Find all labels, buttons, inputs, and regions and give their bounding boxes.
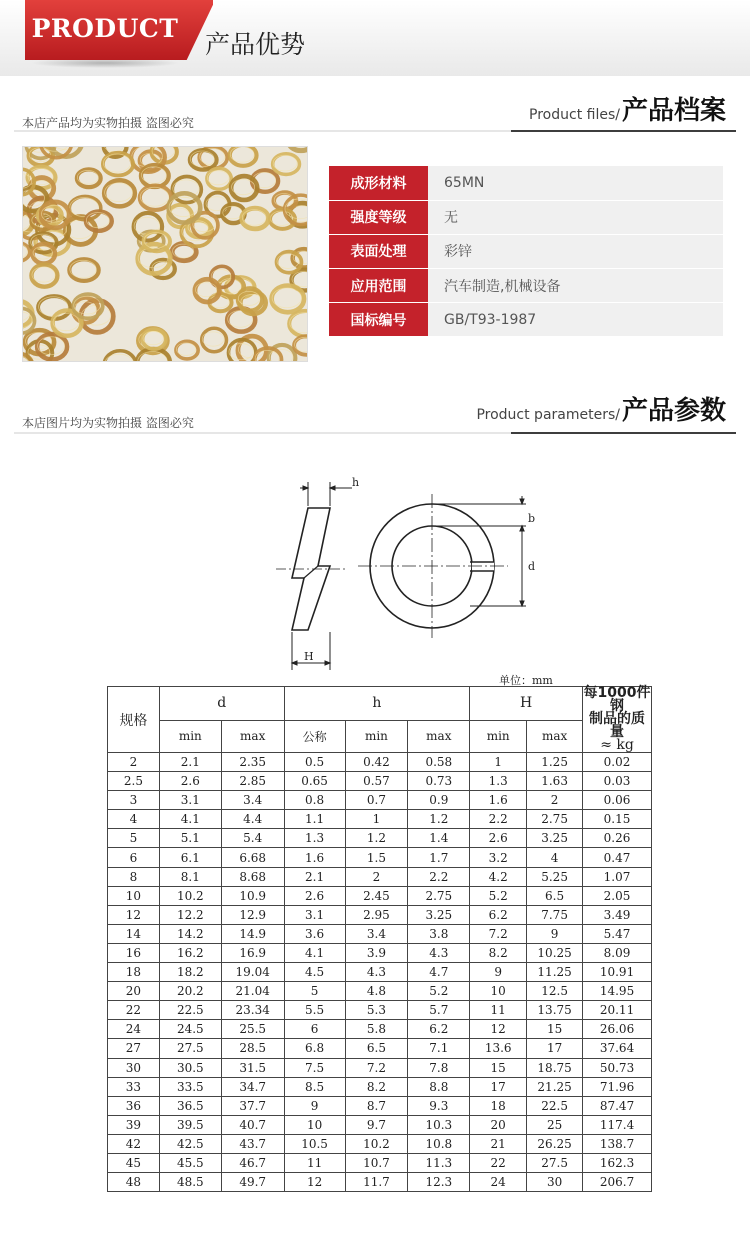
table-cell: 8.5 (284, 1077, 345, 1096)
col-h-nominal: 公称 (284, 720, 345, 752)
table-cell: 6 (108, 848, 160, 867)
table-cell: 4.3 (408, 943, 470, 962)
table-cell: 12.9 (221, 905, 284, 924)
table-cell: 0.5 (284, 753, 345, 772)
params-note: 本店图片均为实物拍摄 盗图必究 (22, 416, 194, 430)
spec-value: 65MN (428, 166, 723, 200)
table-cell: 2.2 (470, 810, 527, 829)
table-cell: 7.2 (470, 924, 527, 943)
table-cell: 4 (108, 810, 160, 829)
table-cell: 1.7 (408, 848, 470, 867)
spring-washers-image (23, 147, 308, 362)
spec-value: 无 (428, 200, 723, 234)
table-cell: 30.5 (159, 1058, 221, 1077)
table-row (108, 791, 652, 810)
table-row (108, 829, 652, 848)
table-cell: 3.4 (221, 791, 284, 810)
table-cell: 2.5 (108, 772, 160, 791)
spec-row (329, 200, 723, 234)
table-cell: 15 (527, 1020, 583, 1039)
table-cell: 20.2 (159, 982, 221, 1001)
table-cell: 20 (470, 1115, 527, 1134)
table-cell: 1.5 (345, 848, 408, 867)
table-cell: 5.4 (221, 829, 284, 848)
table-cell: 9 (284, 1096, 345, 1115)
table-cell: 3.4 (345, 924, 408, 943)
params-section-title (476, 390, 726, 427)
label-b: b (528, 512, 536, 525)
table-row (108, 924, 652, 943)
table-cell: 2.6 (284, 886, 345, 905)
table-cell: 12.5 (527, 982, 583, 1001)
col-d-min: min (159, 720, 221, 752)
table-cell: 1.3 (284, 829, 345, 848)
table-cell: 7.5 (284, 1058, 345, 1077)
table-cell: 26.06 (583, 1020, 652, 1039)
table-cell: 24 (470, 1173, 527, 1192)
table-cell: 16.2 (159, 943, 221, 962)
table-cell: 10.9 (221, 886, 284, 905)
table-cell: 5.25 (527, 867, 583, 886)
table-cell: 10.25 (527, 943, 583, 962)
table-cell: 6.1 (159, 848, 221, 867)
table-cell: 1 (470, 753, 527, 772)
table-row (108, 772, 652, 791)
files-section-title (529, 90, 726, 127)
table-cell: 4 (527, 848, 583, 867)
table-cell: 0.57 (345, 772, 408, 791)
spec-value: GB/T93-1987 (428, 303, 723, 337)
table-cell: 10 (284, 1115, 345, 1134)
table-row (108, 982, 652, 1001)
table-cell: 12.2 (159, 905, 221, 924)
table-cell: 21 (470, 1134, 527, 1153)
unit-label: 单位：mm (499, 674, 553, 687)
table-cell: 10.7 (345, 1153, 408, 1172)
table-cell: 36.5 (159, 1096, 221, 1115)
table-row (108, 1001, 652, 1020)
table-cell: 11.7 (345, 1173, 408, 1192)
params-title-cn: 产品参数 (621, 396, 726, 426)
table-cell: 22.5 (527, 1096, 583, 1115)
spec-key: 成形材料 (329, 166, 428, 200)
table-cell: 5.47 (583, 924, 652, 943)
table-cell: 0.65 (284, 772, 345, 791)
table-cell: 1.1 (284, 810, 345, 829)
table-cell: 5.5 (284, 1001, 345, 1020)
table-cell: 6.5 (527, 886, 583, 905)
parameter-table (107, 686, 652, 1192)
table-cell: 1.4 (408, 829, 470, 848)
table-cell: 0.15 (583, 810, 652, 829)
table-cell: 39 (108, 1115, 160, 1134)
table-cell: 33.5 (159, 1077, 221, 1096)
table-cell: 31.5 (221, 1058, 284, 1077)
spec-value: 汽车制造,机械设备 (428, 269, 723, 303)
table-cell: 2.75 (527, 810, 583, 829)
table-cell: 9 (527, 924, 583, 943)
table-cell: 1.07 (583, 867, 652, 886)
table-cell: 71.96 (583, 1077, 652, 1096)
table-row (108, 905, 652, 924)
table-cell: 0.03 (583, 772, 652, 791)
table-cell: 0.58 (408, 753, 470, 772)
table-cell: 0.73 (408, 772, 470, 791)
table-cell: 30 (108, 1058, 160, 1077)
table-cell: 138.7 (583, 1134, 652, 1153)
params-divider (14, 432, 736, 434)
table-row (108, 886, 652, 905)
table-row (108, 1020, 652, 1039)
spec-row (329, 234, 723, 268)
table-cell: 1.6 (470, 791, 527, 810)
table-row (108, 810, 652, 829)
table-cell: 19.04 (221, 963, 284, 982)
table-cell: 5.1 (159, 829, 221, 848)
table-cell: 117.4 (583, 1115, 652, 1134)
table-cell: 42.5 (159, 1134, 221, 1153)
table-cell: 22 (470, 1153, 527, 1172)
table-cell: 8.09 (583, 943, 652, 962)
table-cell: 27 (108, 1039, 160, 1058)
table-cell: 26.25 (527, 1134, 583, 1153)
label-h: h (352, 476, 360, 489)
table-cell: 45.5 (159, 1153, 221, 1172)
table-cell: 206.7 (583, 1173, 652, 1192)
table-row (108, 1077, 652, 1096)
table-row (108, 1039, 652, 1058)
table-cell: 3.6 (284, 924, 345, 943)
table-cell: 10.3 (408, 1115, 470, 1134)
table-cell: 5.3 (345, 1001, 408, 1020)
table-cell: 49.7 (221, 1173, 284, 1192)
product-photo (22, 146, 308, 362)
table-cell: 3.1 (159, 791, 221, 810)
table-cell: 6.5 (345, 1039, 408, 1058)
table-cell: 10.2 (345, 1134, 408, 1153)
table-cell: 21.04 (221, 982, 284, 1001)
table-cell: 2.1 (159, 753, 221, 772)
table-cell: 1 (345, 810, 408, 829)
mass-header-line3: ≈ kg (600, 737, 634, 753)
table-cell: 10.2 (159, 886, 221, 905)
table-cell: 13.75 (527, 1001, 583, 1020)
table-cell: 18.75 (527, 1058, 583, 1077)
table-cell: 10.91 (583, 963, 652, 982)
table-cell: 12 (108, 905, 160, 924)
table-cell: 2.05 (583, 886, 652, 905)
table-cell: 42 (108, 1134, 160, 1153)
table-cell: 8.2 (345, 1077, 408, 1096)
spec-row (329, 166, 723, 200)
table-cell: 1.63 (527, 772, 583, 791)
spec-row (329, 269, 723, 303)
table-cell: 5.2 (470, 886, 527, 905)
table-cell: 27.5 (159, 1039, 221, 1058)
table-cell: 14.95 (583, 982, 652, 1001)
table-cell: 22.5 (159, 1001, 221, 1020)
table-cell: 37.7 (221, 1096, 284, 1115)
table-cell: 4.3 (345, 963, 408, 982)
col-h-min: min (345, 720, 408, 752)
table-cell: 10.8 (408, 1134, 470, 1153)
table-row (108, 1096, 652, 1115)
table-cell: 3.2 (470, 848, 527, 867)
table-cell: 87.47 (583, 1096, 652, 1115)
spec-value: 彩锌 (428, 234, 723, 268)
table-cell: 2 (527, 791, 583, 810)
table-cell: 2.85 (221, 772, 284, 791)
table-row (108, 1173, 652, 1192)
table-cell: 11.3 (408, 1153, 470, 1172)
table-cell: 10 (470, 982, 527, 1001)
table-cell: 0.06 (583, 791, 652, 810)
table-cell: 6.2 (408, 1020, 470, 1039)
table-row (108, 1134, 652, 1153)
table-cell: 5.7 (408, 1001, 470, 1020)
table-cell: 4.2 (470, 867, 527, 886)
col-H-header: H (470, 687, 583, 721)
table-cell: 11.25 (527, 963, 583, 982)
col-spec-header: 规格 (108, 687, 160, 753)
table-cell: 45 (108, 1153, 160, 1172)
spec-row (329, 303, 723, 337)
table-cell: 6 (284, 1020, 345, 1039)
table-cell: 36 (108, 1096, 160, 1115)
table-cell: 10 (108, 886, 160, 905)
table-cell: 0.47 (583, 848, 652, 867)
params-title-en: Product parameters/ (476, 407, 620, 423)
table-cell: 25 (527, 1115, 583, 1134)
table-cell: 2.6 (159, 772, 221, 791)
spec-key: 应用范围 (329, 269, 428, 303)
table-row (108, 1153, 652, 1172)
table-cell: 24 (108, 1020, 160, 1039)
table-row (108, 753, 652, 772)
table-cell: 0.9 (408, 791, 470, 810)
table-cell: 17 (470, 1077, 527, 1096)
table-cell: 8.8 (408, 1077, 470, 1096)
table-cell: 11 (284, 1153, 345, 1172)
table-cell: 7.2 (345, 1058, 408, 1077)
table-cell: 20.11 (583, 1001, 652, 1020)
table-row (108, 848, 652, 867)
table-cell: 3.8 (408, 924, 470, 943)
table-cell: 12 (284, 1173, 345, 1192)
spec-key: 强度等级 (329, 200, 428, 234)
col-h-header: h (284, 687, 470, 721)
table-cell: 23.34 (221, 1001, 284, 1020)
files-note: 本店产品均为实物拍摄 盗图必究 (22, 116, 194, 130)
table-cell: 48 (108, 1173, 160, 1192)
table-cell: 28.5 (221, 1039, 284, 1058)
table-cell: 4.7 (408, 963, 470, 982)
table-cell: 12.3 (408, 1173, 470, 1192)
table-cell: 5 (284, 982, 345, 1001)
table-cell: 1.25 (527, 753, 583, 772)
table-cell: 8 (108, 867, 160, 886)
table-cell: 2.75 (408, 886, 470, 905)
table-cell: 40.7 (221, 1115, 284, 1134)
product-badge-label: PRODUCT (31, 14, 179, 43)
table-cell: 9 (470, 963, 527, 982)
table-cell: 2.1 (284, 867, 345, 886)
table-cell: 2.45 (345, 886, 408, 905)
table-cell: 33 (108, 1077, 160, 1096)
table-cell: 5.2 (408, 982, 470, 1001)
table-cell: 1.3 (470, 772, 527, 791)
table-cell: 13.6 (470, 1039, 527, 1058)
table-cell: 48.5 (159, 1173, 221, 1192)
table-cell: 3 (108, 791, 160, 810)
table-cell: 3.1 (284, 905, 345, 924)
product-file-table (329, 166, 723, 337)
table-cell: 9.3 (408, 1096, 470, 1115)
table-cell: 17 (527, 1039, 583, 1058)
table-cell: 7.8 (408, 1058, 470, 1077)
col-mass-header (583, 687, 652, 753)
table-cell: 10.5 (284, 1134, 345, 1153)
table-cell: 24.5 (159, 1020, 221, 1039)
label-d: d (528, 560, 536, 573)
table-cell: 7.1 (408, 1039, 470, 1058)
top-banner (0, 0, 750, 76)
table-cell: 8.68 (221, 867, 284, 886)
table-cell: 4.4 (221, 810, 284, 829)
table-cell: 2.2 (408, 867, 470, 886)
col-h-max: max (408, 720, 470, 752)
table-cell: 5.8 (345, 1020, 408, 1039)
table-cell: 2.6 (470, 829, 527, 848)
col-H-max: max (527, 720, 583, 752)
table-cell: 8.1 (159, 867, 221, 886)
table-cell: 0.8 (284, 791, 345, 810)
table-cell: 16.9 (221, 943, 284, 962)
files-title-en: Product files/ (529, 107, 620, 123)
table-cell: 0.42 (345, 753, 408, 772)
table-cell: 2.35 (221, 753, 284, 772)
table-cell: 0.7 (345, 791, 408, 810)
col-d-header: d (159, 687, 284, 721)
table-row (108, 1115, 652, 1134)
table-row (108, 963, 652, 982)
mass-header-line2: 制品的质量 (589, 711, 646, 740)
table-cell: 50.73 (583, 1058, 652, 1077)
table-cell: 4.8 (345, 982, 408, 1001)
table-cell: 0.02 (583, 753, 652, 772)
spring-washer-drawing (260, 470, 560, 680)
table-cell: 30 (527, 1173, 583, 1192)
table-cell: 9.7 (345, 1115, 408, 1134)
table-row (108, 943, 652, 962)
label-H: H (304, 650, 314, 663)
table-cell: 5 (108, 829, 160, 848)
files-divider (14, 130, 736, 132)
table-cell: 37.64 (583, 1039, 652, 1058)
table-cell: 27.5 (527, 1153, 583, 1172)
table-cell: 11 (470, 1001, 527, 1020)
table-cell: 3.25 (527, 829, 583, 848)
files-title-cn: 产品档案 (621, 96, 726, 126)
table-cell: 2 (345, 867, 408, 886)
table-cell: 0.26 (583, 829, 652, 848)
col-H-min: min (470, 720, 527, 752)
spec-key: 表面处理 (329, 234, 428, 268)
table-cell: 6.8 (284, 1039, 345, 1058)
parameter-table-body (108, 753, 652, 1192)
table-cell: 8.7 (345, 1096, 408, 1115)
table-cell: 3.49 (583, 905, 652, 924)
table-cell: 3.25 (408, 905, 470, 924)
table-cell: 18 (108, 963, 160, 982)
table-cell: 14 (108, 924, 160, 943)
table-cell: 34.7 (221, 1077, 284, 1096)
table-row (108, 1058, 652, 1077)
table-cell: 1.2 (345, 829, 408, 848)
table-cell: 21.25 (527, 1077, 583, 1096)
table-cell: 4.5 (284, 963, 345, 982)
table-cell: 2 (108, 753, 160, 772)
col-d-max: max (221, 720, 284, 752)
table-cell: 4.1 (284, 943, 345, 962)
table-cell: 25.5 (221, 1020, 284, 1039)
spec-key: 国标编号 (329, 303, 428, 337)
table-cell: 15 (470, 1058, 527, 1077)
table-cell: 43.7 (221, 1134, 284, 1153)
table-cell: 4.1 (159, 810, 221, 829)
table-cell: 12 (470, 1020, 527, 1039)
table-cell: 2.95 (345, 905, 408, 924)
table-cell: 16 (108, 943, 160, 962)
table-cell: 8.2 (470, 943, 527, 962)
table-cell: 20 (108, 982, 160, 1001)
table-cell: 162.3 (583, 1153, 652, 1172)
table-cell: 1.2 (408, 810, 470, 829)
table-cell: 18.2 (159, 963, 221, 982)
table-cell: 39.5 (159, 1115, 221, 1134)
mass-header-line1: 每1000件钢 (583, 685, 651, 714)
table-cell: 6.2 (470, 905, 527, 924)
table-row (108, 867, 652, 886)
banner-title: 产品优势 (205, 30, 306, 59)
table-cell: 1.6 (284, 848, 345, 867)
table-cell: 7.75 (527, 905, 583, 924)
table-cell: 22 (108, 1001, 160, 1020)
table-cell: 46.7 (221, 1153, 284, 1172)
table-cell: 14.9 (221, 924, 284, 943)
table-cell: 14.2 (159, 924, 221, 943)
table-cell: 18 (470, 1096, 527, 1115)
table-cell: 3.9 (345, 943, 408, 962)
table-cell: 6.68 (221, 848, 284, 867)
